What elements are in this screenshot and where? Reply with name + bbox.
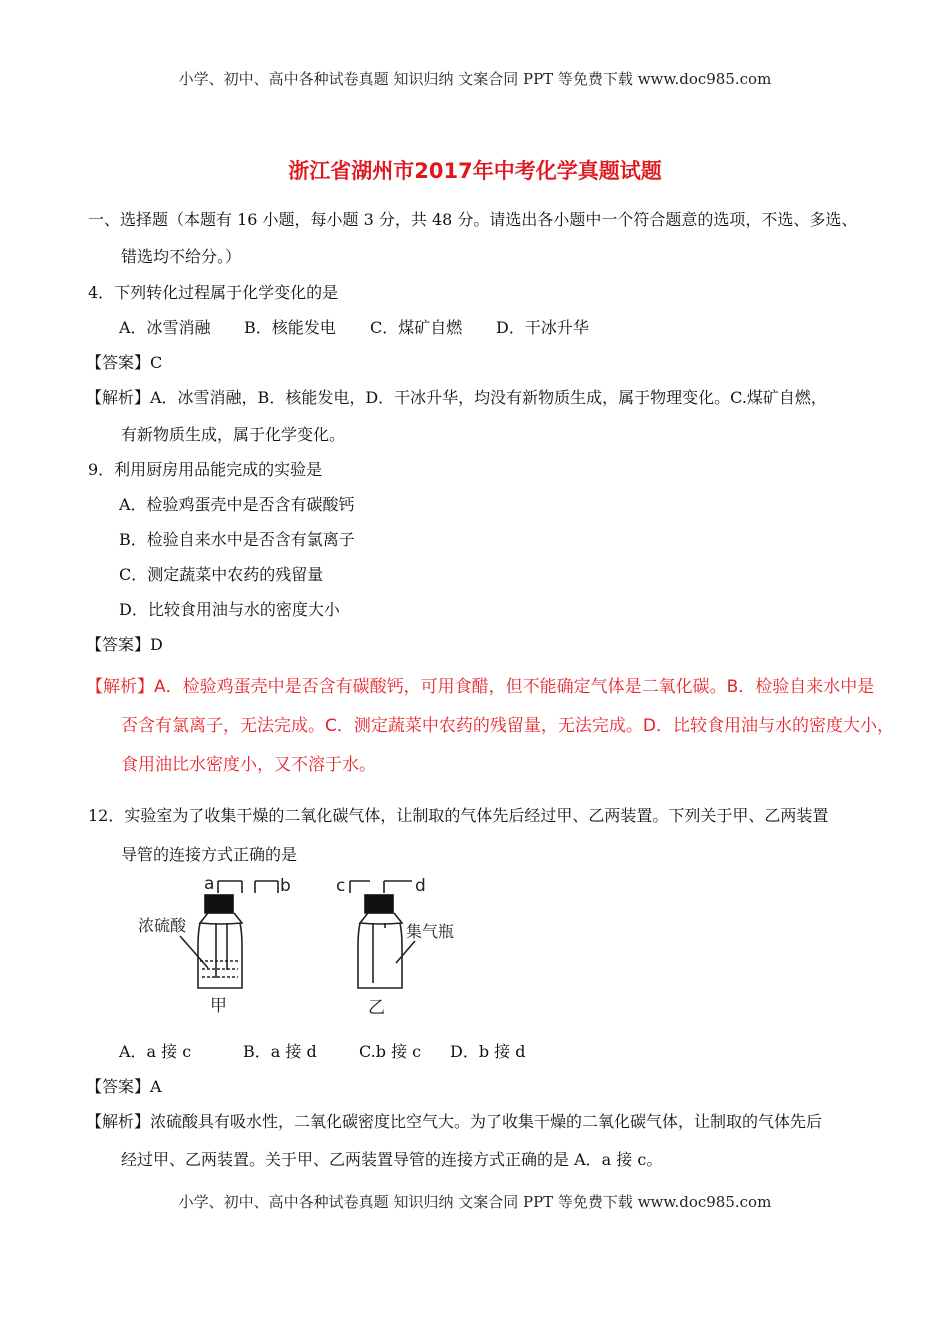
q9-option-d: D．比较食用油与水的密度大小 bbox=[119, 600, 340, 619]
q4-options bbox=[119, 318, 589, 338]
q4-analysis: 【解析】A．冰雪消融，B．核能发电，D．干冰升华，均没有新物质生成，属于物理变化。C.煤矿自燃， bbox=[86, 388, 827, 407]
q12-analysis-cont: 经过甲、乙两装置。关于甲、乙两装置导管的连接方式正确的是 A．a 接 c。 bbox=[121, 1150, 663, 1169]
q4-option-b: B．核能发电 bbox=[244, 318, 336, 337]
page-footer: 小学、初中、高中各种试卷真题 知识归纳 文案合同 PPT 等免费下载 www.doc985.com bbox=[178, 1193, 772, 1211]
label-jia: 甲 bbox=[210, 996, 227, 1016]
q9-stem: 9．利用厨房用品能完成的实验是 bbox=[88, 460, 323, 479]
q12-option-c: C.b 接 c bbox=[359, 1042, 422, 1061]
q12-option-d: D．b 接 d bbox=[450, 1042, 526, 1061]
q4-option-c: C．煤矿自燃 bbox=[370, 318, 463, 337]
q12-answer: 【答案】A bbox=[86, 1077, 162, 1096]
label-c: c bbox=[336, 876, 346, 896]
q9-option-b: B．检验自来水中是否含有氯离子 bbox=[119, 530, 355, 549]
q4-stem: 4．下列转化过程属于化学变化的是 bbox=[88, 283, 339, 302]
q12-options bbox=[119, 1042, 526, 1062]
q9-answer: 【答案】D bbox=[86, 635, 163, 654]
page-header: 小学、初中、高中各种试卷真题 知识归纳 文案合同 PPT 等免费下载 www.doc985.com bbox=[178, 70, 772, 88]
q9-analysis-cont: 否含有氯离子，无法完成。C．测定蔬菜中农药的残留量，无法完成。D．比较食用油与水的密度大小， bbox=[121, 716, 894, 736]
q12-option-b: B．a 接 d bbox=[243, 1042, 317, 1061]
label-d: d bbox=[415, 876, 426, 896]
q9-analysis-cont2: 食用油比水密度小，又不溶于水。 bbox=[121, 755, 376, 775]
section-instruction-cont: 错选均不给分。） bbox=[121, 247, 242, 266]
section-instruction: 一、选择题（本题有 16 小题，每小题 3 分，共 48 分。请选出各小题中一个符合题意的选项，不选、多选、 bbox=[88, 210, 858, 229]
label-yi: 乙 bbox=[368, 998, 385, 1018]
label-bottle: 集气瓶 bbox=[406, 922, 455, 941]
q4-option-a: A．冰雪消融 bbox=[119, 318, 211, 337]
q9-option-a: A．检验鸡蛋壳中是否含有碳酸钙 bbox=[119, 495, 355, 514]
q12-option-a: A．a 接 c bbox=[119, 1042, 192, 1061]
q4-option-d: D．干冰升华 bbox=[496, 318, 589, 337]
page-title: 浙江省湖州市2017年中考化学真题试题 bbox=[288, 159, 662, 183]
q4-answer: 【答案】C bbox=[86, 353, 163, 372]
q9-analysis: 【解析】A．检验鸡蛋壳中是否含有碳酸钙，可用食醋，但不能确定气体是二氧化碳。B．检验自来水中是 bbox=[86, 677, 875, 697]
label-a: a bbox=[204, 874, 215, 894]
q12-stem-cont: 导管的连接方式正确的是 bbox=[121, 845, 298, 864]
bottle-jia bbox=[180, 881, 278, 988]
q12-stem: 12．实验室为了收集干燥的二氧化碳气体，让制取的气体先后经过甲、乙两装置。下列关于甲、乙两装置 bbox=[88, 806, 829, 825]
apparatus-diagram bbox=[130, 873, 480, 1023]
label-acid: 浓硫酸 bbox=[138, 916, 187, 935]
label-b: b bbox=[280, 876, 291, 896]
q12-analysis: 【解析】浓硫酸具有吸水性，二氧化碳密度比空气大。为了收集干燥的二氧化碳气体，让制取的气体先后 bbox=[86, 1112, 823, 1131]
q4-analysis-cont: 有新物质生成，属于化学变化。 bbox=[121, 425, 346, 444]
q9-option-c: C．测定蔬菜中农药的残留量 bbox=[119, 565, 324, 584]
